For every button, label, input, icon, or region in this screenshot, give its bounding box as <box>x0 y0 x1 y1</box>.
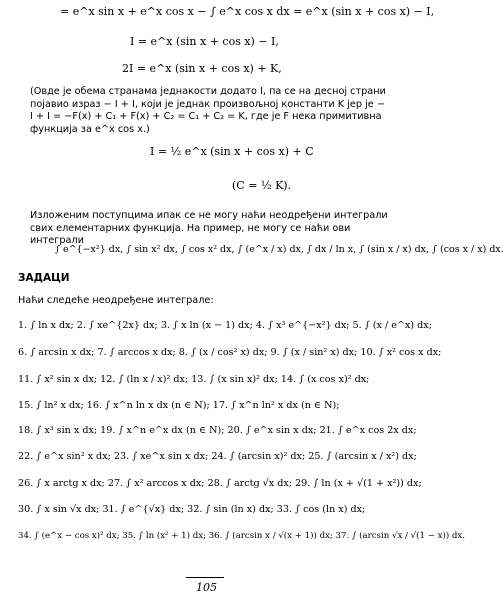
problem-row-8: 30. ∫ x sin √x dx; 31. ∫ e^{√x} dx; 32. ∫ sin (ln x) dx; 33. ∫ cos (ln x) dx; <box>18 504 366 515</box>
problem-row-3: 11. ∫ x² sin x dx; 12. ∫ (ln x / x)² dx; 13. ∫ (x sin x)² dx; 14. ∫ (x cos x)² dx; <box>18 374 370 385</box>
problem-row-1: 1. ∫ ln x dx; 2. ∫ xe^{2x} dx; 3. ∫ x ln (x − 1) dx; 4. ∫ x³ e^{−x²} dx; 5. ∫ (x / e^x) dx; <box>18 320 432 331</box>
non-elementary-integrals: ∫ e^{−x²} dx, ∫ sin x² dx, ∫ cos x² dx, ∫ (e^x / x) dx, ∫ dx / ln x, ∫ (sin x / x) dx, ∫ (cos x / x) dx. <box>55 244 504 255</box>
problem-row-9: 34. ∫ (e^x − cos x)² dx; 35. ∫ ln (x² + 1) dx; 36. ∫ (arcsin x / √(x + 1)) dx; 37. ∫ (arcsin √x / √(1 − x)) dx. <box>18 531 465 541</box>
section-heading: ЗАДАЦИ <box>18 272 70 284</box>
problem-row-7: 26. ∫ x arctg x dx; 27. ∫ x² arccos x dx; 28. ∫ arctg √x dx; 29. ∫ ln (x + √(1 + x²)) dx; <box>18 478 422 489</box>
equation-line-4: I = ½ e^x (sin x + cos x) + C <box>150 145 314 158</box>
equation-line-2: I = e^x (sin x + cos x) − I, <box>130 35 279 48</box>
problem-row-5: 18. ∫ x³ sin x dx; 19. ∫ x^n e^x dx (n ∈ N); 20. ∫ e^x sin x dx; 21. ∫ e^x cos 2x dx; <box>18 425 417 436</box>
problem-row-4: 15. ∫ ln² x dx; 16. ∫ x^n ln x dx (n ∈ N); 17. ∫ x^n ln² x dx (n ∈ N); <box>18 400 340 411</box>
problem-row-2: 6. ∫ arcsin x dx; 7. ∫ arccos x dx; 8. ∫ (x / cos² x) dx; 9. ∫ (x / sin² x) dx; 10. ∫ x² cos x dx; <box>18 347 442 358</box>
page-number-rule <box>186 577 224 578</box>
explanatory-note: (Овде је обема странама једнакости додато I, па се на десној страни појавио израз − I + I, који је једнак произвољној константи K јер је − I + I = −F(x) + C₁ + F(x) + C₂ = C₁ + C₂ = K, где је F нека примитивна функција за e^x cos x.) <box>30 86 386 135</box>
equation-line-3: 2I = e^x (sin x + cos x) + K, <box>122 62 282 75</box>
equation-line-5: (C = ½ K). <box>232 179 292 192</box>
method-paragraph: Изложеним поступцима ипак се не могу наћи неодређени интеграли свих елементарних функција. На пример, не могу се наћи ови интеграли <box>30 210 388 247</box>
page-number: 105 <box>196 581 217 594</box>
problem-row-6: 22. ∫ e^x sin² x dx; 23. ∫ xe^x sin x dx; 24. ∫ (arcsin x)² dx; 25. ∫ (arcsin x / x²) dx; <box>18 451 417 462</box>
equation-line-1: = e^x sin x + e^x cos x − ∫ e^x cos x dx = e^x (sin x + cos x) − I, <box>60 5 435 18</box>
section-instruction: Наћи следеће неодређене интеграле: <box>18 295 214 306</box>
